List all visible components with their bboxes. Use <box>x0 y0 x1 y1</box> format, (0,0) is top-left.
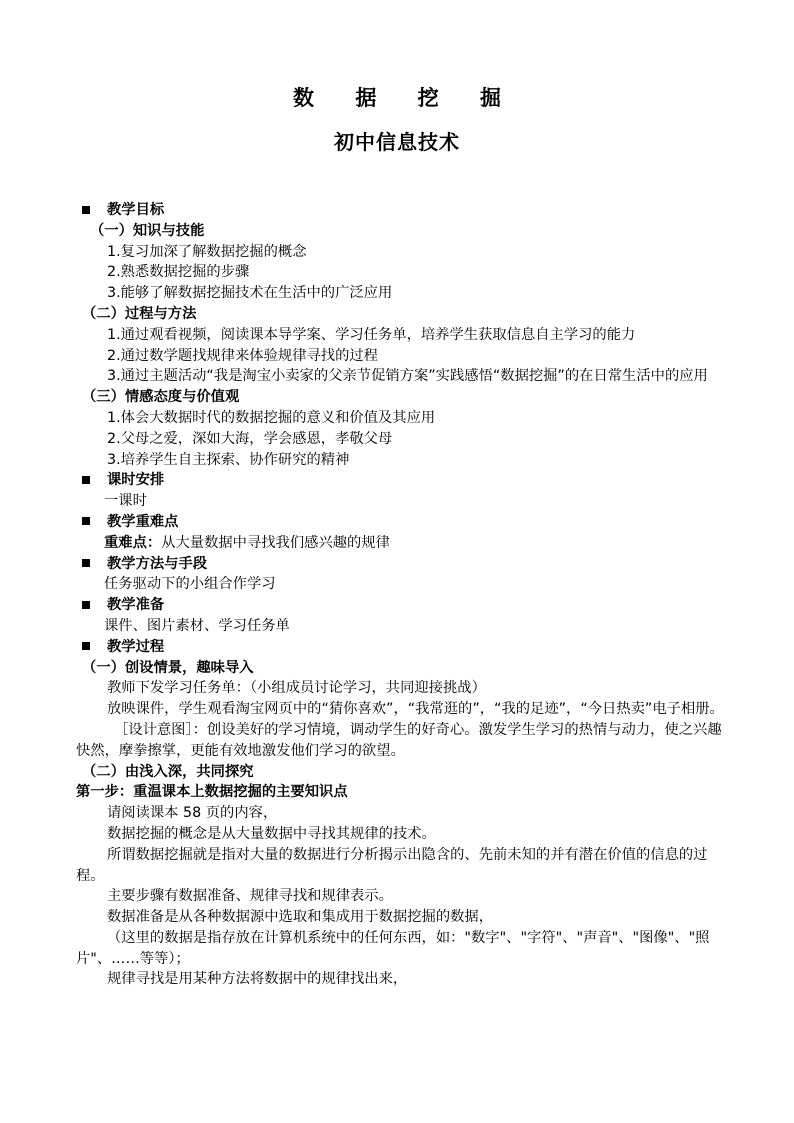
section-heading-text: 教学过程 <box>107 638 165 655</box>
paragraph: 主要步骤有数据准备、规律寻找和规律表示。 <box>107 888 393 905</box>
section-heading-methods <box>76 554 724 575</box>
paragraph: 教师下发学习任务单：（小组成员讨论学习，共同迎接挑战） <box>107 680 486 697</box>
list-item: 2.熟悉数据挖掘的步骤 <box>107 264 250 281</box>
paragraph: 放映课件，学生观看淘宝网页中的“猜你喜欢”，“我常逛的”，“我的足迹”，“今日热卖”电子相册。 <box>107 701 724 718</box>
list-item: 1.通过观看视频，阅读课本导学案、学习任务单，培养学生获取信息自主学习的能力 <box>107 326 636 343</box>
step-heading: 第一步：重温课本上数据挖掘的主要知识点 <box>76 784 348 801</box>
bullet-square-icon <box>82 601 90 609</box>
section-heading-text: 教学准备 <box>107 597 165 614</box>
design-intent-paragraph: ［设计意图］：创设美好的学习情境，调动学生的好奇心。激发学生学习的热情与动力，使之兴趣快然，摩拳擦掌，更能有效地激发他们学习的欲望。 <box>76 721 722 759</box>
bullet-square-icon <box>82 642 90 650</box>
paragraph: 一课时 <box>104 493 147 510</box>
section-heading-text: 教学重难点 <box>107 513 179 530</box>
subheading-attitude: （三）情感态度与价值观 <box>82 389 240 406</box>
list-item: 1.复习加深了解数据挖掘的概念 <box>107 243 307 260</box>
list-item: 1.体会大数据时代的数据挖掘的意义和价值及其应用 <box>107 409 436 426</box>
list-item: 3.能够了解数据挖掘技术在生活中的广泛应用 <box>107 285 393 302</box>
paragraph: 课件、图片素材、学习任务单 <box>104 617 290 634</box>
section-heading-text: 教学方法与手段 <box>107 555 208 572</box>
subheading-knowledge: （一）知识与技能 <box>90 222 205 239</box>
paragraph <box>76 533 724 554</box>
list-item: 2.父母之爱，深如大海，学会感恩，孝敬父母 <box>107 430 393 447</box>
keypoint-label: 重难点： <box>104 534 162 551</box>
bullet-square-icon <box>82 517 90 525</box>
section-heading-text: 教学目标 <box>107 202 165 218</box>
paragraph: 所谓数据挖掘就是指对大量的数据进行分析揭示出隐含的、先前未知的并有潜在价值的信息的过程。 <box>76 846 708 884</box>
bullet-square-icon <box>82 476 90 484</box>
paragraph: 规律寻找是用某种方法将数据中的规律找出来， <box>107 971 408 988</box>
section-heading-schedule <box>76 470 724 491</box>
section-heading-objectives <box>76 200 724 221</box>
subheading-intro: （一）创设情景，趣味导入 <box>82 659 254 676</box>
document-title: 数 据 挖 掘 <box>293 85 518 110</box>
bullet-square-icon <box>82 206 90 214</box>
section-heading-text: 课时安排 <box>107 472 165 489</box>
keypoint-text: 从大量数据中寻找我们感兴趣的规律 <box>161 534 390 551</box>
section-heading-keypoints <box>76 512 724 533</box>
paragraph: 任务驱动下的小组合作学习 <box>104 576 276 593</box>
paragraph: （这里的数据是指存放在计算机系统中的任何东西，如："数字"、"字符"、"声音"、"图像"、"照片"、……等等）； <box>76 929 710 967</box>
subheading-explore: （二）由浅入深，共同探究 <box>82 763 254 780</box>
paragraph: 数据准备是从各种数据源中选取和集成用于数据挖掘的数据， <box>107 909 494 926</box>
section-heading-preparation <box>76 595 724 616</box>
list-item: 2.通过数学题找规律来体验规律寻找的过程 <box>107 347 378 364</box>
list-item: 3.通过主题活动“我是淘宝小卖家的父亲节促销方案”实践感悟“数据挖掘”的在日常生活中的应用 <box>107 368 708 385</box>
subheading-process: （二）过程与方法 <box>82 305 197 322</box>
document-subtitle: 初中信息技术 <box>334 130 460 154</box>
paragraph: 数据挖掘的概念是从大量数据中寻找其规律的技术。 <box>107 825 436 842</box>
section-heading-procedure <box>76 637 724 658</box>
document-body <box>76 200 724 990</box>
list-item: 3.培养学生自主探索、协作研究的精神 <box>107 451 350 468</box>
bullet-square-icon <box>82 559 90 567</box>
paragraph: 请阅读课本 58 页的内容， <box>107 805 278 822</box>
